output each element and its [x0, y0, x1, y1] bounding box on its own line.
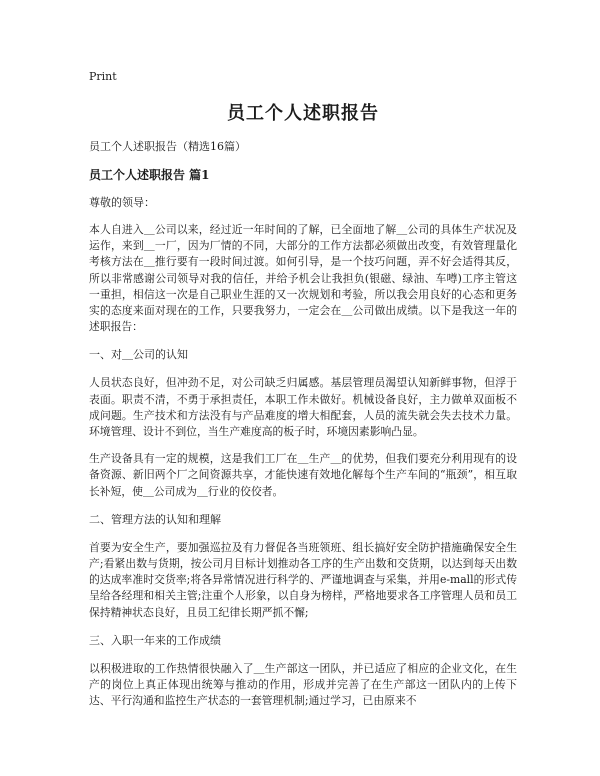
page-title: 员工个人述职报告 — [227, 103, 379, 124]
section-heading: 员工个人述职报告 篇1 — [89, 168, 210, 182]
intro-paragraph: 本人自进入＿公司以来，经过近一年时间的了解，已全面地了解＿公司的具体生产状况及运作，来到＿一厂，因为厂情的不同，大部分的工作方法都必须做出改变，有效管理量化考核方法在＿推行要有一段时间过渡。如何引导，是一个技巧问题，弄不好会适得其反，所以非常感谢公司领导对我的信任，并给予机会让我担负(银磁、绿油、车噂)工序主管这一重担，相信这一次是自己职业生涯的又一次规划和考验，所以我会用良好的心态和更务实的态度来面对现在的工作，只要我努力，一定会在＿公司做出成绩。以下是我这一年的述职报告： — [89, 223, 517, 334]
heading-company-awareness: 一、对＿公司的认知 — [89, 348, 188, 362]
management-methods-paragraph: 首要为安全生产，要加强巡拉及有力督促各当班领班、组长搞好安全防护措施确保安全生产;看紧出数与货期，按公司月目标计划推动各工序的生产出数和交货期，以达到每天出数的达成率准时交货率;将各异常情况进行科学的、严谨地调查与采集，并用e-mall的形式传呈给各经理和相关主管;注重个人形象，以自身为榜样，严格地要求各工序管理人员和员工保持精神状态良好，且员工纪律长期严抓不懈; — [89, 540, 517, 619]
heading-work-achievements: 三、入职一年来的工作成绩 — [89, 633, 221, 647]
company-awareness-paragraph-2: 生产设备具有一定的规模，这是我们工厂在＿生产＿的优势，但我们要充分利用现有的设备资源、新旧两个厂之间资源共享，才能快速有效地化解每个生产车间的“瓶颈”，相互取长补短，使＿公司成为＿行业的佼佼者。 — [89, 452, 517, 498]
print-link[interactable]: Print — [89, 70, 117, 83]
heading-management-methods: 二、管理方法的认知和理解 — [89, 512, 221, 526]
company-awareness-paragraph-1: 人员状态良好，但冲劲不足，对公司缺乏归属感。基层管理员渴望认知新鲜事物，但浮于表面。职责不清，不勇于承担责任，本职工作未做好。机械设备良好，主力做单双面板不成问题。生产技术和方法没有与产品难度的增大相配套，人员的流失就会失去技术力量。环境管理、设计不到位，当生产难度高的板子时，环境因素影响凸显。 — [89, 376, 517, 439]
greeting: 尊敬的领导： — [89, 196, 155, 209]
document-page — [89, 68, 517, 720]
work-achievements-paragraph: 以积极进取的工作热情很快融入了＿生产部这一团队，并已适应了相应的企业文化，在生产的岗位上真正体现出统筹与推动的作用，形成并完善了在生产部这一团队内的上传下达、平行沟通和监控生产状态的一套管理机制;通过学习，已由原来不 — [89, 661, 517, 708]
document-subtitle: 员工个人述职报告（精选16篇） — [89, 140, 246, 153]
